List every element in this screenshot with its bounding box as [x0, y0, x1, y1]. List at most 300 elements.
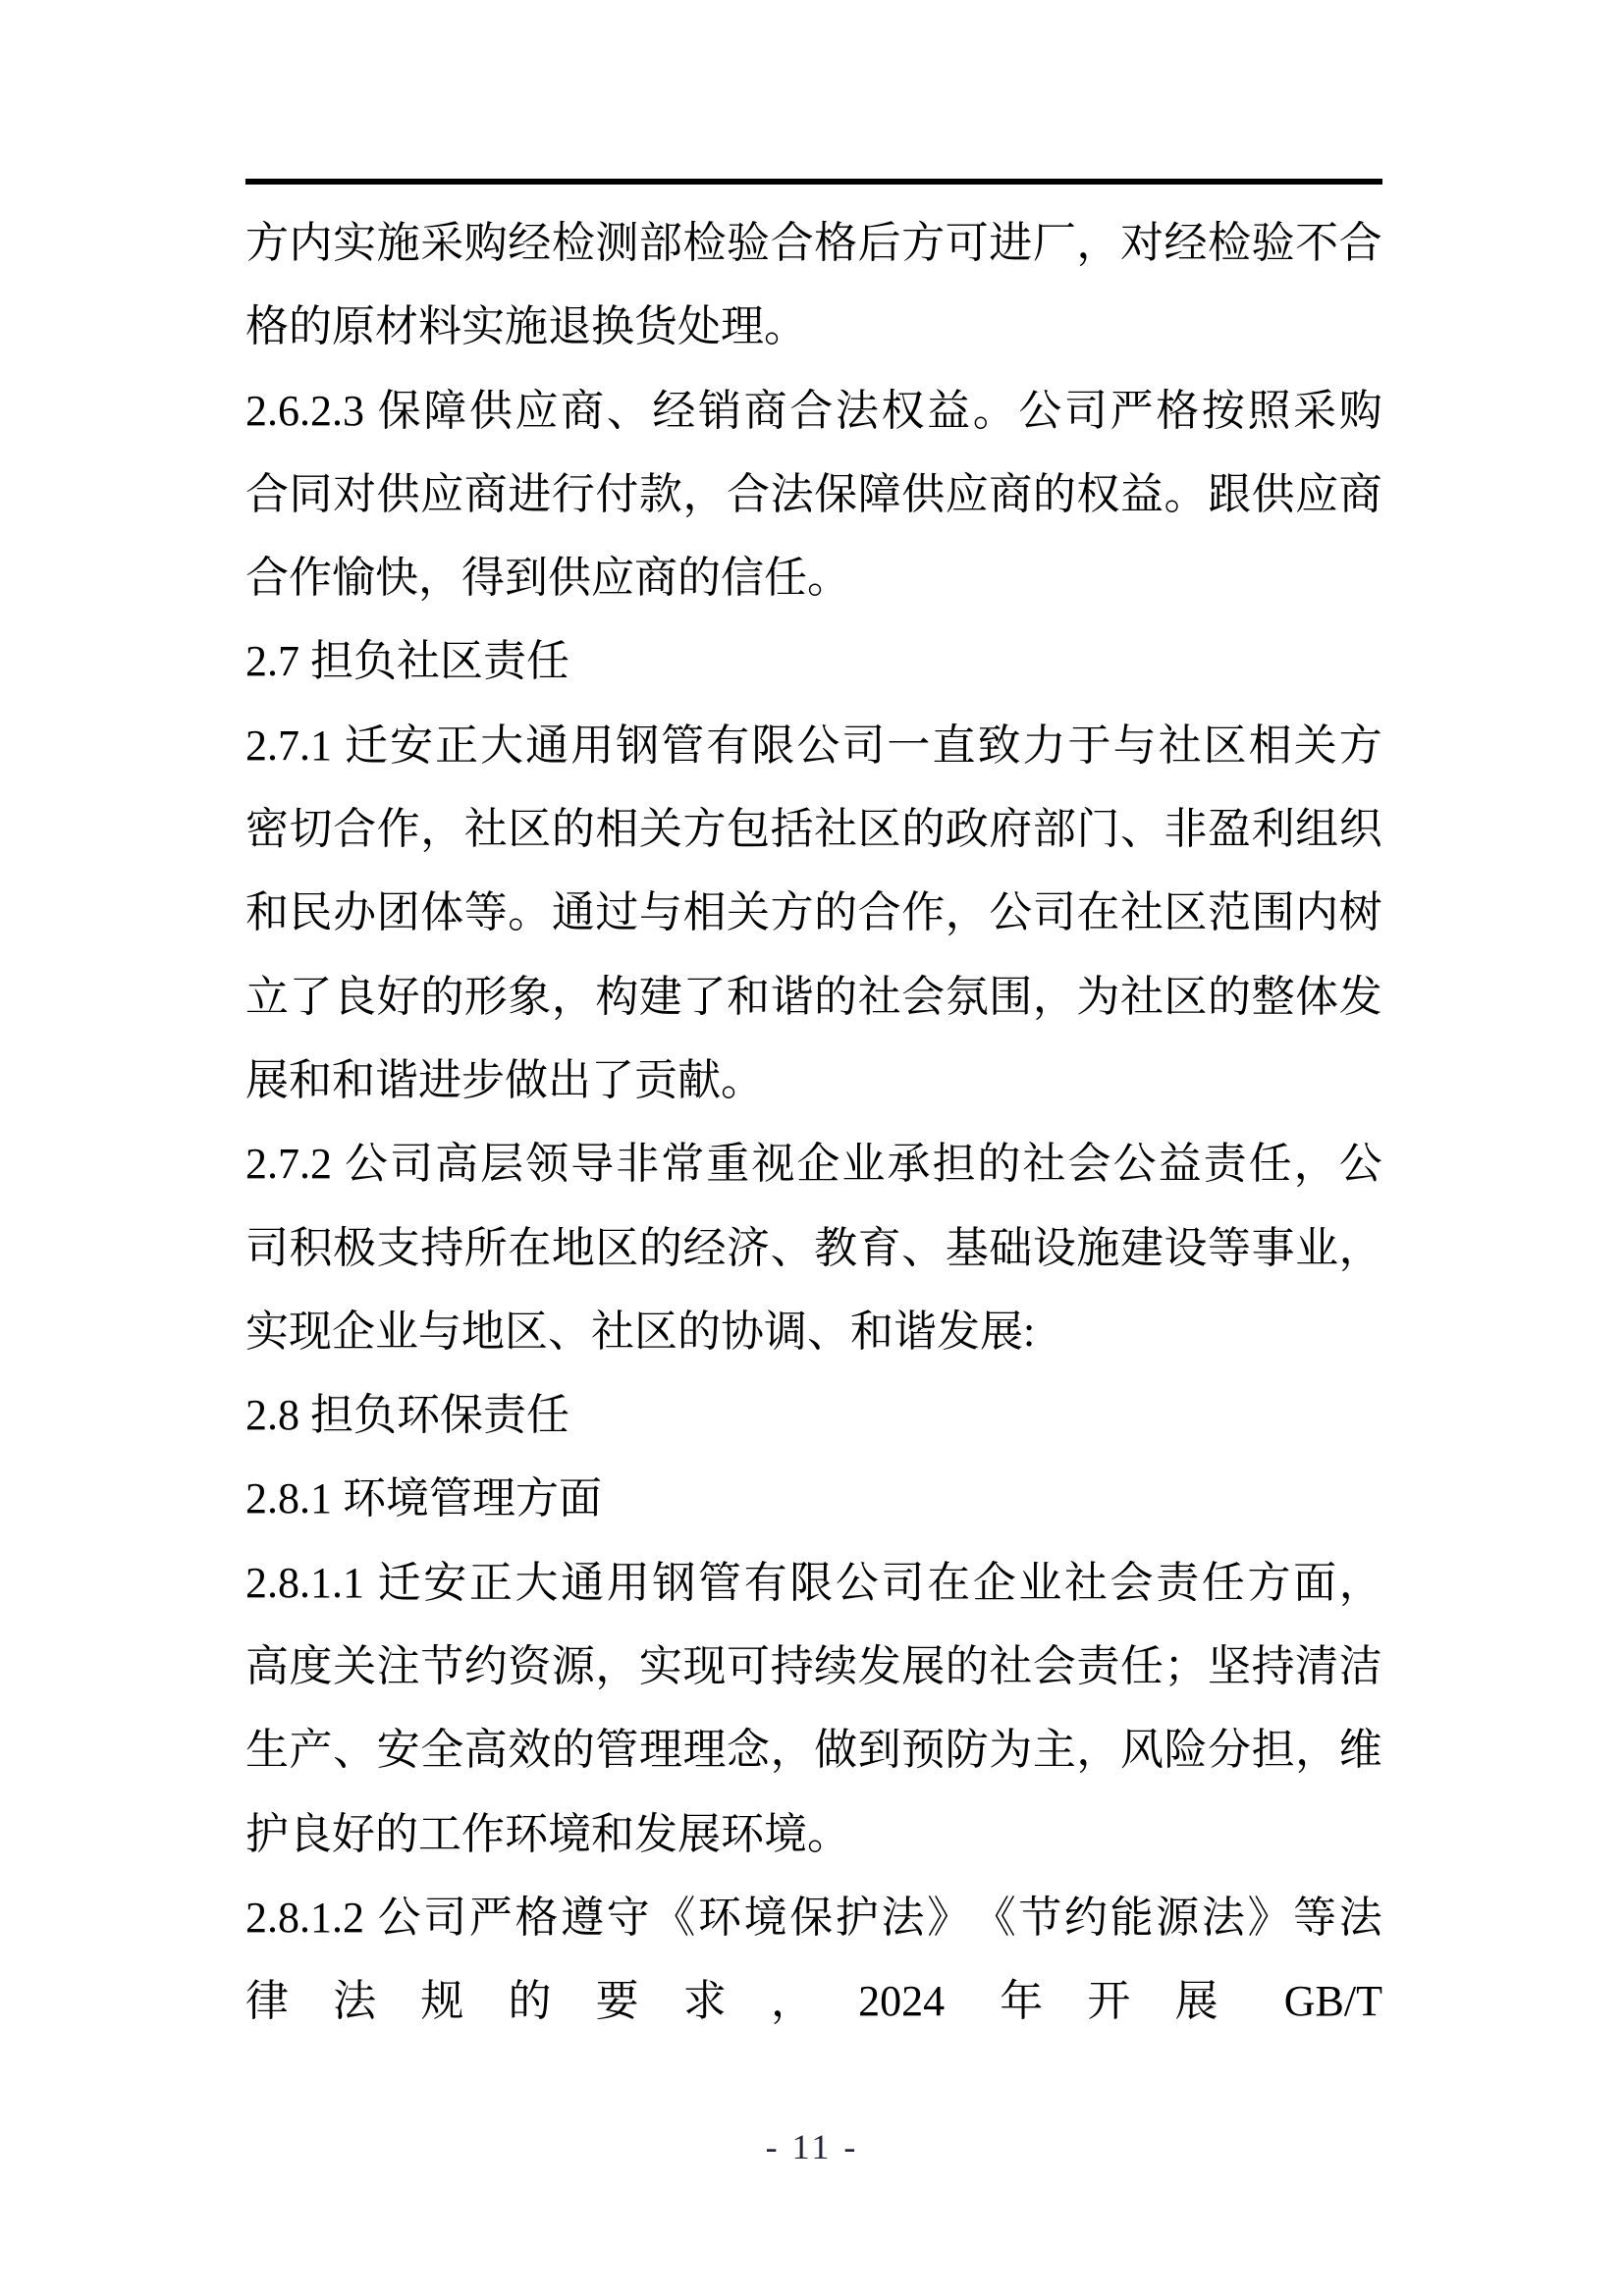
body-line — [245, 1959, 1382, 2043]
body-line-token: 办 — [333, 888, 377, 937]
body-line-token: 致 — [977, 721, 1021, 770]
body-line-token: 风 — [1119, 1726, 1164, 1775]
body-line: 护良好的工作环境和发展环境。 — [245, 1809, 850, 1858]
body-line-token: 公 — [1112, 1140, 1157, 1189]
body-line-token: 通 — [551, 888, 595, 937]
body-line-token: 持 — [420, 1223, 464, 1272]
body-line-token: 法 — [770, 469, 814, 518]
body-line-token: GB/T — [1262, 1977, 1382, 2026]
body-line-token: 2.8.1.1 — [245, 1558, 375, 1607]
body-line-token: 责 — [1203, 1140, 1247, 1189]
body-line-token: 象 — [508, 972, 552, 1021]
body-line-token: 检 — [551, 219, 595, 267]
body-line-token: 做 — [814, 1726, 858, 1775]
body-line-token: 社 — [989, 1642, 1033, 1691]
body-line-token: 障 — [423, 386, 467, 435]
body-line-token: 《 — [652, 1893, 696, 1942]
body-line-token: 司 — [423, 1893, 467, 1942]
body-line-token: 的 — [551, 805, 595, 854]
body-line-token: 商 — [463, 469, 508, 518]
body-line-token: 可 — [945, 219, 989, 267]
body-line — [245, 1708, 1382, 1791]
body-line-token: 法 — [1201, 1893, 1245, 1942]
body-line — [245, 1625, 1382, 1708]
body-line-token: 司 — [390, 1140, 434, 1189]
body-line-token: 度 — [289, 1642, 333, 1691]
body-line-token: 检 — [682, 219, 727, 267]
body-line-token: 理 — [638, 1726, 682, 1775]
body-line-token: 合 — [770, 219, 814, 267]
body-line-token: 限 — [751, 721, 795, 770]
body-line-token: 续 — [814, 1642, 858, 1691]
body-line-token: 2.7.1 — [245, 721, 343, 770]
body-line-token: 验 — [1251, 219, 1295, 267]
body-line-token: 关 — [727, 888, 771, 937]
body-line-token: 。 — [508, 888, 552, 937]
body-line-token: 区 — [508, 805, 552, 854]
body-line-token: 的 — [945, 1642, 989, 1691]
body-line-token: 施 — [1076, 1223, 1120, 1272]
body-line-token: 安 — [376, 1726, 420, 1775]
body-line-token: 司 — [1032, 888, 1076, 937]
body-line-token: 权 — [881, 386, 925, 435]
body-line-token: 厂 — [1032, 219, 1076, 267]
body-line-token: 事 — [1251, 1223, 1295, 1272]
body-line-token: 严 — [1110, 386, 1154, 435]
body-text — [245, 201, 1382, 2044]
body-line-token: 社 — [1064, 1558, 1108, 1607]
body-line-token: 关 — [638, 805, 682, 854]
body-line-token: 在 — [927, 1558, 971, 1607]
body-line-token: 企 — [972, 1558, 1016, 1607]
body-line-token: 展 — [901, 1642, 946, 1691]
body-line-token: 进 — [989, 219, 1033, 267]
body-line-token: 律 — [245, 1977, 289, 2026]
body-line — [245, 201, 1382, 285]
body-line-token: 有 — [706, 721, 750, 770]
body-line-token: 有 — [743, 1558, 787, 1607]
body-line-token: 进 — [508, 469, 552, 518]
body-line-token: 的 — [814, 888, 858, 937]
body-line-token: 法 — [333, 1977, 377, 2026]
body-line-token: 护 — [835, 1893, 879, 1942]
body-line-token: 供 — [376, 469, 420, 518]
body-line — [245, 871, 1382, 954]
body-line-token: 建 — [1119, 1223, 1164, 1272]
body-line-token: 公 — [796, 721, 840, 770]
body-line-token: 合 — [245, 469, 289, 518]
body-line-token: 构 — [595, 972, 639, 1021]
body-line — [245, 787, 1382, 871]
body-line-token: 可 — [727, 1642, 771, 1691]
body-line-token: 购 — [463, 219, 508, 267]
body-line-token: 、 — [770, 1223, 814, 1272]
body-line-token: 导 — [570, 1140, 615, 1189]
body-line-token: 业 — [1295, 1223, 1339, 1272]
body-line-token: 设 — [1032, 1223, 1076, 1272]
body-line-token: 生 — [245, 1726, 289, 1775]
body-line-token: 公 — [1018, 386, 1062, 435]
body-line — [245, 955, 1382, 1039]
body-line-token: 大 — [514, 1558, 559, 1607]
body-line-token: 在 — [508, 1223, 552, 1272]
body-line-token: 2.6.2.3 — [245, 386, 375, 435]
body-line-token: ， — [1338, 1223, 1382, 1272]
body-line-token: 政 — [945, 805, 989, 854]
body-line-token: 好 — [376, 972, 420, 1021]
body-line-token: ， — [770, 1726, 814, 1775]
body-line-token: 》 — [1247, 1893, 1291, 1942]
body-line-token: 严 — [468, 1893, 513, 1942]
body-line-token: ， — [1032, 972, 1076, 1021]
body-line-token: 责 — [1076, 1642, 1120, 1691]
body-line-token: 坚 — [1208, 1642, 1252, 1691]
body-line-token: 社 — [1119, 888, 1164, 937]
body-line-token: 益 — [927, 386, 971, 435]
body-line-token: 任 — [1201, 1558, 1245, 1607]
body-line-token: 钢 — [652, 1558, 696, 1607]
body-line-token: 预 — [901, 1726, 946, 1775]
body-line-token: 团 — [376, 888, 420, 937]
body-line-token: 司 — [841, 721, 886, 770]
body-line-token: 切 — [289, 805, 333, 854]
body-line-token: 树 — [1338, 888, 1382, 937]
body-line-token: ， — [1293, 1140, 1337, 1189]
body-line-token: 的 — [1032, 469, 1076, 518]
body-line-token: 公 — [835, 1558, 879, 1607]
body-line: 格的原材料实施退换货处理。 — [245, 302, 807, 351]
body-line-token: 区 — [857, 805, 901, 854]
body-line-token: 一 — [887, 721, 931, 770]
body-line-token: 和 — [245, 888, 289, 937]
body-line-token: 任 — [1119, 1642, 1164, 1691]
body-line-token: 展 — [1174, 1977, 1218, 2026]
body-line-token: 合 — [333, 805, 377, 854]
body-line-token: ， — [551, 972, 595, 1021]
body-line-token: 保 — [789, 1893, 834, 1942]
body-line-token: 供 — [468, 386, 513, 435]
body-line-token: 承 — [887, 1140, 931, 1189]
body-line-token: 、 — [606, 386, 650, 435]
body-line-token: 供 — [1251, 469, 1295, 518]
body-line-token: 测 — [595, 219, 639, 267]
body-line-token: ， — [595, 1642, 639, 1691]
body-line-token: 地 — [551, 1223, 595, 1272]
body-line-token: 民 — [289, 888, 333, 937]
body-line-token: 到 — [857, 1726, 901, 1775]
body-line-token: 相 — [595, 805, 639, 854]
body-line-token: 遵 — [561, 1893, 605, 1942]
body-line-token: 括 — [770, 805, 814, 854]
body-line-token: 氛 — [945, 972, 989, 1021]
body-line-token: 支 — [376, 1223, 420, 1272]
body-line: 合作愉快，得到供应商的信任。 — [245, 554, 850, 603]
body-line-token: 公 — [377, 1893, 421, 1942]
body-line — [245, 1876, 1382, 1959]
body-line-token: 企 — [796, 1140, 840, 1189]
body-line-token: 了 — [289, 972, 333, 1021]
body-line-token: 清 — [1295, 1642, 1339, 1691]
body-line-token: 要 — [595, 1977, 639, 2026]
body-line-token: 限 — [789, 1558, 834, 1607]
page-number: - 11 - — [765, 2127, 859, 2166]
body-line-token: 体 — [1295, 972, 1339, 1021]
body-line-token: 社 — [463, 805, 508, 854]
body-line-token: 不 — [1295, 219, 1339, 267]
body-line-token: 约 — [1064, 1893, 1108, 1942]
body-line-token: 源 — [551, 1642, 595, 1691]
body-line-token: 体 — [420, 888, 464, 937]
body-line-token: 作 — [376, 805, 420, 854]
body-line-token: 内 — [1295, 888, 1339, 937]
body-line-token: ， — [1076, 219, 1120, 267]
body-line-token: 教 — [814, 1223, 858, 1272]
body-line-token: 方 — [770, 888, 814, 937]
body-line-token: 为 — [1076, 972, 1120, 1021]
body-line-token: 方 — [682, 805, 727, 854]
body-line-token: 济 — [727, 1223, 771, 1272]
body-line-token: 源 — [1156, 1893, 1200, 1942]
body-line-token: 围 — [989, 972, 1033, 1021]
body-line-token: 资 — [508, 1642, 552, 1691]
body-line-token: 通 — [561, 1558, 605, 1607]
body-line-token: 注 — [376, 1642, 420, 1691]
body-line-token: 会 — [1032, 1642, 1076, 1691]
body-line-token: 正 — [435, 721, 479, 770]
body-line-token: 社 — [814, 805, 858, 854]
body-line-token: 整 — [1251, 972, 1295, 1021]
body-line-token: 2024 — [858, 1977, 956, 2026]
body-line-token: 2.8.1.2 — [245, 1893, 375, 1942]
body-line-token: 方 — [245, 219, 289, 267]
body-line-token: 关 — [1293, 721, 1337, 770]
body-line-token: 格 — [1156, 386, 1200, 435]
body-line-token: 守 — [606, 1893, 650, 1942]
body-line-token: 用 — [570, 721, 615, 770]
body-line-token: 环 — [698, 1893, 741, 1942]
body-line-token: 防 — [945, 1726, 989, 1775]
body-line-token: 过 — [595, 888, 639, 937]
body-line-token: 全 — [420, 1726, 464, 1775]
body-line-token: 《 — [972, 1893, 1016, 1942]
body-line-token: 区 — [1203, 721, 1247, 770]
body-line-token: 发 — [1338, 972, 1382, 1021]
body-line-token: 方 — [901, 219, 946, 267]
body-line-token: 经 — [1164, 219, 1208, 267]
body-line-token: 分 — [1208, 1726, 1252, 1775]
body-line-token: 约 — [463, 1642, 508, 1691]
body-line-token: 应 — [420, 469, 464, 518]
body-line-token: 良 — [333, 972, 377, 1021]
body-line-token: 业 — [841, 1140, 886, 1189]
body-line-token: 险 — [1164, 1726, 1208, 1775]
body-line-token: 购 — [1338, 386, 1382, 435]
body-line-token: 安 — [423, 1558, 467, 1607]
body-line-token: 、 — [333, 1726, 377, 1775]
body-line-token: 所 — [463, 1223, 508, 1272]
body-line-token: 后 — [857, 219, 901, 267]
body-line-token: 公 — [989, 888, 1033, 937]
body-line-token: 跟 — [1208, 469, 1252, 518]
body-line-token: 对 — [333, 469, 377, 518]
body-line-token: 正 — [468, 1558, 513, 1607]
body-line — [245, 369, 1382, 453]
body-line: 2.8 担负环保责任 — [245, 1391, 569, 1440]
body-line-token: 益 — [1158, 1140, 1202, 1189]
body-line — [245, 1122, 1382, 1205]
body-line-token: 社 — [1119, 972, 1164, 1021]
body-line-token: 形 — [463, 972, 508, 1021]
body-line-token: 合 — [789, 386, 834, 435]
body-line-token: 发 — [857, 1642, 901, 1691]
body-line-token: 直 — [932, 721, 976, 770]
body-line-token: 司 — [1064, 386, 1108, 435]
body-line-token: 节 — [1018, 1893, 1062, 1942]
body-line-token: 同 — [289, 469, 333, 518]
body-line-token: 视 — [751, 1140, 795, 1189]
body-line-token: 了 — [682, 972, 727, 1021]
body-line-token: 益 — [1119, 469, 1164, 518]
body-line-token: 力 — [1022, 721, 1066, 770]
body-line-token: 付 — [595, 469, 639, 518]
body-line-token: 法 — [835, 386, 879, 435]
body-line-token: 理 — [682, 1726, 727, 1775]
body-line-token: 育 — [857, 1223, 901, 1272]
body-line-token: 司 — [245, 1223, 289, 1272]
body-line-token: 门 — [1076, 805, 1120, 854]
body-line-token: 通 — [525, 721, 569, 770]
body-line-token: 求 — [682, 1977, 727, 2026]
body-line-token: 安 — [390, 721, 434, 770]
body-line-token: 业 — [1018, 1558, 1062, 1607]
body-line-token: 规 — [420, 1977, 464, 2026]
body-line-token: 会 — [1110, 1558, 1154, 1607]
body-line-token: 相 — [682, 888, 727, 937]
body-line-token: 极 — [333, 1223, 377, 1272]
body-line-token: 方 — [1247, 1558, 1291, 1607]
body-line-token: 作 — [901, 888, 946, 937]
body-line-token: 非 — [616, 1140, 660, 1189]
body-line-token: 重 — [706, 1140, 750, 1189]
body-line-token: 用 — [606, 1558, 650, 1607]
body-line-token: 领 — [525, 1140, 569, 1189]
body-line-token: 围 — [1251, 888, 1295, 937]
body-line-token: 和 — [727, 972, 771, 1021]
body-line-token: 常 — [661, 1140, 705, 1189]
body-line-token: 盈 — [1208, 805, 1252, 854]
body-line-token: 能 — [1110, 1893, 1154, 1942]
body-line-token: 管 — [661, 721, 705, 770]
body-line-token: 的 — [638, 1223, 682, 1272]
body-line-token: 采 — [420, 219, 464, 267]
body-line-token: 为 — [989, 1726, 1033, 1775]
body-line-token: 产 — [289, 1726, 333, 1775]
body-line-token: 经 — [508, 219, 552, 267]
body-line-token: ， — [1076, 1726, 1120, 1775]
body-line-token: 积 — [289, 1223, 333, 1272]
body-line-token: 钢 — [616, 721, 660, 770]
body-line-token: 经 — [652, 386, 696, 435]
body-line-token: 高 — [435, 1140, 479, 1189]
body-line-token: 应 — [514, 386, 559, 435]
body-line-token: 合 — [857, 888, 901, 937]
body-line-token: 保 — [814, 469, 858, 518]
body-line: 展和和谐进步做出了贡献。 — [245, 1055, 764, 1104]
body-line-token: 格 — [514, 1893, 559, 1942]
body-line-token: 管 — [595, 1726, 639, 1775]
body-line-token: 、 — [1119, 805, 1164, 854]
body-line-token: 密 — [245, 805, 289, 854]
body-line-token: 对 — [1119, 219, 1164, 267]
body-line-token: 组 — [1295, 805, 1339, 854]
body-line-token: 于 — [1067, 721, 1111, 770]
body-line-token: 高 — [245, 1642, 289, 1691]
body-line-token: 基 — [945, 1223, 989, 1272]
body-line-token: 的 — [508, 1977, 552, 2026]
body-line-token: 2.7.2 — [245, 1140, 343, 1189]
body-line-token: 社 — [1158, 721, 1202, 770]
body-line-token: ， — [420, 805, 464, 854]
body-line-token: 格 — [814, 219, 858, 267]
body-line-token: ， — [1338, 1558, 1382, 1607]
body-line-token: 等 — [1293, 1893, 1337, 1942]
body-line-token: 款 — [638, 469, 682, 518]
body-line-token: 供 — [901, 469, 946, 518]
body-line — [245, 453, 1382, 536]
body-line-token: 念 — [727, 1726, 771, 1775]
body-line-token: 采 — [1293, 386, 1337, 435]
body-line-token: 的 — [1208, 972, 1252, 1021]
body-line-token: 实 — [638, 1642, 682, 1691]
body-line-token: 部 — [638, 219, 682, 267]
body-line-token: 商 — [1338, 469, 1382, 518]
body-line-token: 年 — [1000, 1977, 1044, 2026]
body-line-token: 等 — [463, 888, 508, 937]
body-line-token: 高 — [463, 1726, 508, 1775]
body-line-token: 社 — [1022, 1140, 1066, 1189]
body-line-token: 会 — [1067, 1140, 1111, 1189]
body-line-token: 持 — [1251, 1642, 1295, 1691]
body-line-token: 合 — [727, 469, 771, 518]
body-line-token: 担 — [1251, 1726, 1295, 1775]
body-line-token: ， — [682, 469, 727, 518]
body-line-token: 》 — [927, 1893, 971, 1942]
body-line-token: 公 — [345, 1140, 389, 1189]
body-line-token: 应 — [1295, 469, 1339, 518]
body-line-token: ， — [770, 1977, 814, 2026]
body-line-token: 、 — [901, 1223, 946, 1272]
body-line-token: 开 — [1087, 1977, 1131, 2026]
body-line-token: 司 — [881, 1558, 925, 1607]
body-line-token: 社 — [857, 972, 901, 1021]
body-line-token: 础 — [989, 1223, 1033, 1272]
body-line-token: 范 — [1208, 888, 1252, 937]
body-line-token: 府 — [989, 805, 1033, 854]
body-line-token: 主 — [1032, 1726, 1076, 1775]
body-line-token: 会 — [901, 972, 946, 1021]
body-line — [245, 1541, 1382, 1625]
body-line-token: 区 — [1164, 972, 1208, 1021]
body-line-token: 行 — [551, 469, 595, 518]
body-line-token: 与 — [638, 888, 682, 937]
body-line-token: 效 — [508, 1726, 552, 1775]
body-line-token: 设 — [1164, 1223, 1208, 1272]
body-line-token: 方 — [1338, 721, 1382, 770]
body-line-token: 公 — [1338, 1140, 1382, 1189]
body-line-token: 按 — [1201, 386, 1245, 435]
body-line-token: 保 — [377, 386, 421, 435]
body-line-token: 迁 — [345, 721, 389, 770]
